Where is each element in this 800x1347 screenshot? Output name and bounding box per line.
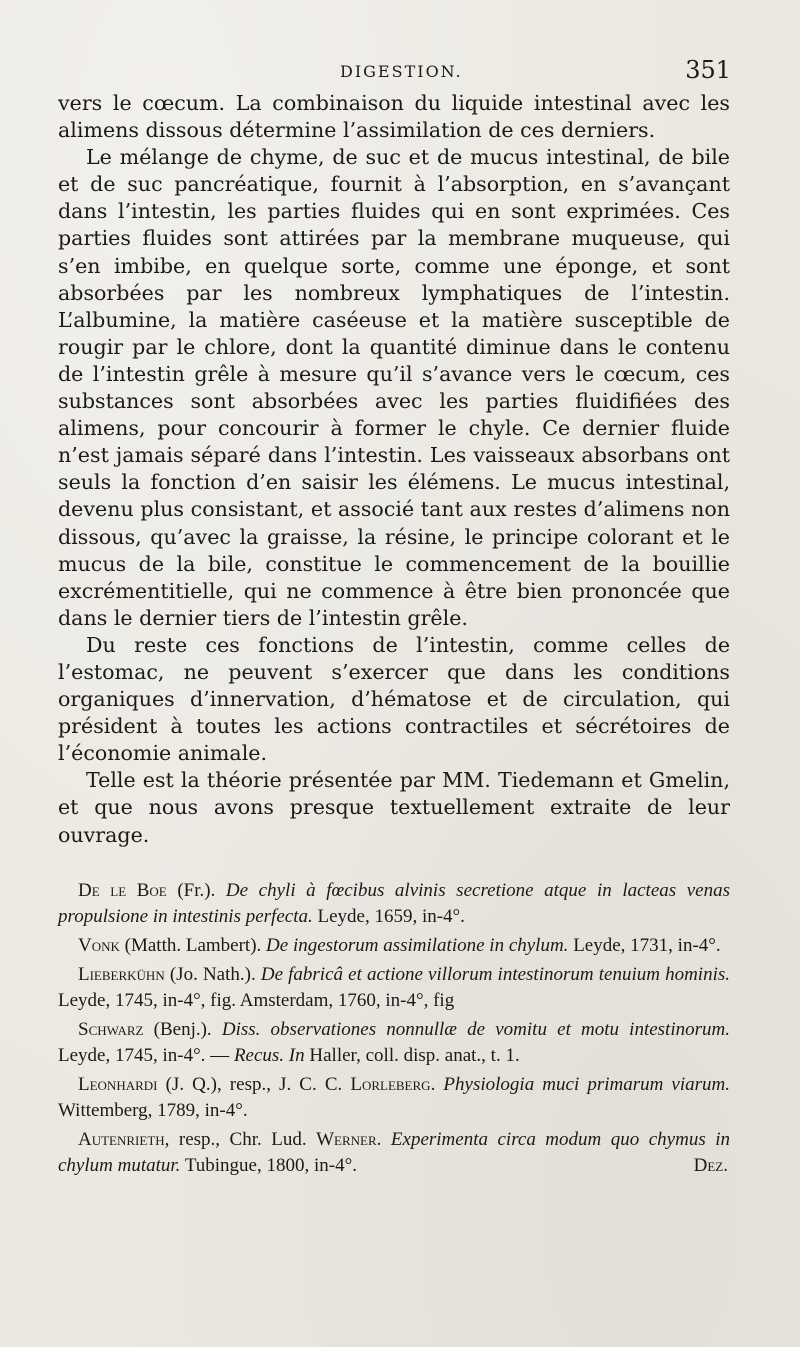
reference-title: De chyli à fœcibus alvinis secretione atque in lacteas venas propulsione in intestinis perfecta. <box>58 879 730 927</box>
page-number: 351 <box>685 56 731 84</box>
reference-author: De le Boe <box>78 879 167 901</box>
bibliography <box>58 878 730 1179</box>
reference-title: Physiologia muci primarum viarum. <box>443 1073 731 1095</box>
author-signature: Dez. <box>693 1154 728 1176</box>
reference-author: Autenrieth <box>78 1128 165 1150</box>
reference-publication: Wittemberg, 1789, in-4°. <box>58 1099 248 1121</box>
reference-author-detail: , resp., Chr. Lud. <box>164 1128 317 1150</box>
reference-author: Schwarz <box>78 1018 144 1040</box>
reference-reprint-note: Recus. In <box>233 1044 305 1066</box>
reference-entry <box>58 962 730 1014</box>
reference-respondent-detail: . <box>376 1128 391 1150</box>
paragraph: vers le cœcum. La combinaison du liquide intestinal avec les alimens dissous détermine l’assimilation de ces derniers. <box>58 91 730 143</box>
reference-publication: Leyde, 1659, in-4°. <box>312 905 465 927</box>
reference-author-detail: (J. Q.), resp., J. C. C. <box>157 1073 351 1095</box>
reference-author-detail: (Matth. Lambert). <box>119 934 267 956</box>
reference-publication: Leyde, 1745, in-4°. — <box>58 1044 234 1066</box>
reference-title: Diss. observationes nonnullæ de vomitu et motu intestinorum. <box>221 1018 730 1040</box>
reference-title: Experimenta circa modum quo chymus in chylum mutatur. <box>58 1128 730 1176</box>
reference-publication: Leyde, 1745, in-4°, fig. Amsterdam, 1760, in-4°, fig <box>58 989 455 1011</box>
reference-title: De ingestorum assimilatione in chylum. <box>266 934 569 956</box>
reference-respondent-detail: . <box>430 1073 444 1095</box>
page-header <box>58 56 731 90</box>
reference-entry <box>58 1072 730 1124</box>
running-title: DIGESTION. <box>340 62 463 81</box>
reference-entry <box>58 1017 730 1069</box>
reference-author-detail: (Jo. Nath.). <box>164 963 261 985</box>
reference-title: De fabricâ et actione villorum intestinorum tenuium hominis. <box>260 963 730 985</box>
paragraph: Telle est la théorie présentée par MM. Tiedemann et Gmelin, et que nous avons presque textuellement extraite de leur ouvrage. <box>58 768 730 847</box>
reference-reprint-source: Haller, coll. disp. anat., t. 1. <box>304 1044 520 1066</box>
reference-author-detail: (Benj.). <box>143 1018 222 1040</box>
reference-publication: Tubingue, 1800, in-4°. <box>180 1154 357 1176</box>
reference-author-detail: (Fr.). <box>166 879 226 901</box>
paragraph: Le mélange de chyme, de suc et de mucus intestinal, de bile et de suc pancréatique, fournit à l’absorption, en s’avançant dans l’intestin, les parties fluides qui en sont exprimées. Ces parties fluides sont attirées par la membrane muqueuse, qui s’en imbibe, en quelque sorte, comme une éponge, et sont absorbées par les nombreux lymphatiques de l’intestin. L’albumine, la matière caséeuse et la matière susceptible de rougir par le chlore, dont la quantité diminue dans le contenu de l’intestin grêle à mesure qu’il s’avance vers le cœcum, ces substances sont absorbées avec les parties fluidifiées des alimens, pour concourir à former le chyle. Ce dernier fluide n’est jamais séparé dans l’intestin. Les vaisseaux absorbans ont seuls la fonction d’en saisir les élémens. Le mucus intestinal, devenu plus consistant, et associé tant aux restes d’alimens non dissous, qu’avec la graisse, la résine, le principe colorant et le mucus de la bile, constitue le commencement de la bouillie excrémentitielle, qui ne commence à être bien prononcée que dans le dernier tiers de l’intestin grêle. <box>58 145 730 630</box>
reference-author: Lieberkühn <box>78 963 165 985</box>
reference-author: Leonhardi <box>78 1073 158 1095</box>
reference-respondent: Werner <box>316 1128 377 1150</box>
reference-entry <box>58 878 730 930</box>
body-text <box>58 90 730 849</box>
reference-entry <box>58 1127 730 1179</box>
paragraph: Du reste ces fonctions de l’intestin, comme celles de l’estomac, ne peuvent s’exercer que dans les conditions organiques d’innervation, d’hématose et de circulation, qui président à toutes les actions contractiles et sécrétoires de l’économie animale. <box>58 632 730 766</box>
reference-author: Vonk <box>78 934 120 956</box>
reference-publication: Leyde, 1731, in-4°. <box>568 934 721 956</box>
reference-respondent: Lorleberg <box>350 1073 431 1095</box>
reference-entry <box>58 933 730 959</box>
